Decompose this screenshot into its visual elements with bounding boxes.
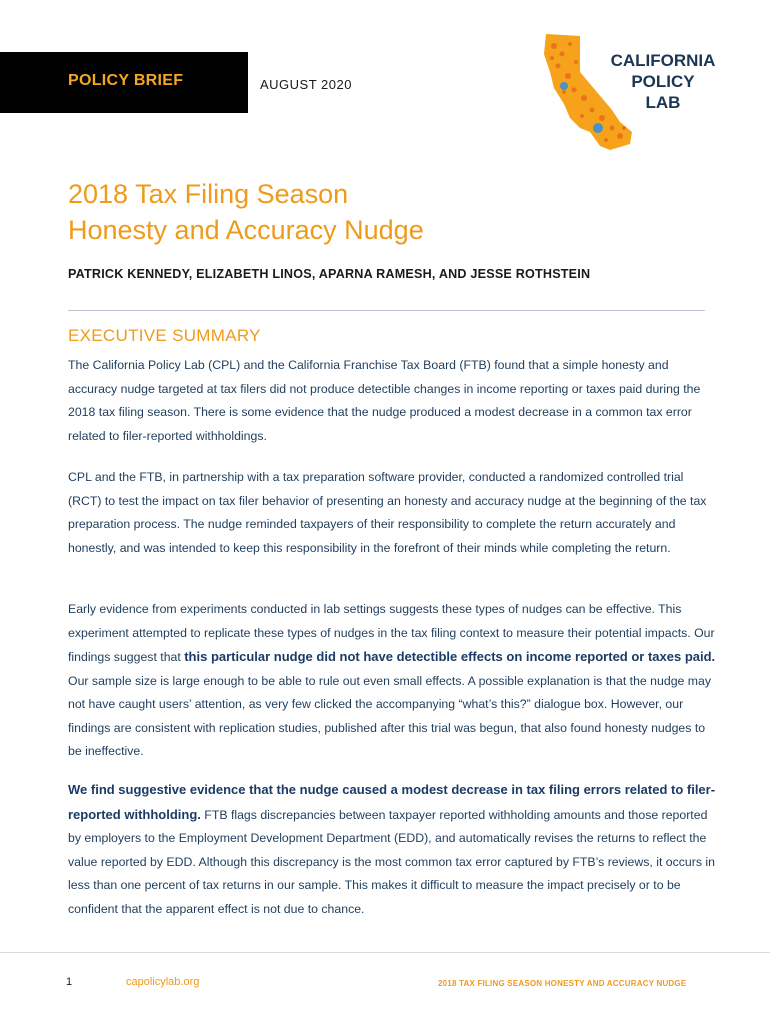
footer-divider — [0, 952, 770, 953]
divider — [68, 310, 705, 311]
paragraph-emphasis: We find suggestive evidence that the nudge caused a modest decrease in tax filing errors related to filer-reported withholding. — [68, 782, 716, 822]
website-link[interactable]: capolicylab.org — [126, 976, 200, 988]
summary-paragraph: CPL and the FTB, in partnership with a tax preparation software provider, conducted a randomized controlled trial (RCT) to test the impact on tax filer behavior of presenting an honesty and accuracy nudge at the beginning of the tax preparation process. The nudge reminded taxpayers of their responsibility to complete the return accurately and honestly, and was intended to keep this responsibility in the forefront of their minds while completing the return. — [68, 470, 707, 555]
section-heading: EXECUTIVE SUMMARY — [68, 326, 261, 345]
banner-label: POLICY BRIEF — [68, 72, 184, 89]
summary-paragraph — [68, 598, 718, 764]
logo-line: POLICY — [631, 72, 695, 91]
paragraph-emphasis: this particular nudge did not have detectible effects on income reported or taxes paid. — [184, 649, 716, 664]
title-line: Honesty and Accuracy Nudge — [68, 215, 424, 245]
logo-wordmark — [588, 50, 738, 113]
policy-brief-banner — [0, 52, 248, 113]
paragraph-text: Our sample size is large enough to be able to rule out even small effects. A possible explanation is that the nudge may not have caught users’ attention, as very few clicked the accompanying “what’s this?” dialogue box. However, our findings are consistent with replication studies, published after this trial was begun, that also found honesty nudges to be ineffective. — [68, 673, 712, 758]
footer-doc-title: 2018 TAX FILING SEASON HONESTY AND ACCURACY NUDGE — [438, 979, 687, 988]
author-list: PATRICK KENNEDY, ELIZABETH LINOS, APARNA RAMESH, AND JESSE ROTHSTEIN — [68, 267, 591, 281]
publication-date: AUGUST 2020 — [260, 77, 352, 92]
document-title — [68, 176, 424, 248]
summary-paragraph — [68, 778, 718, 921]
summary-paragraph: The California Policy Lab (CPL) and the California Franchise Tax Board (FTB) found that a simple honesty and accuracy nudge targeted at tax filers did not produce detectible changes in income reporting or taxes paid during the 2018 tax filing season. There is some evidence that the nudge produced a modest decrease in a common tax error related to filer-reported withholdings. — [68, 358, 701, 443]
paragraph-text: FTB flags discrepancies between taxpayer reported withholding amounts and those reported by employers to the Employment Development Department (EDD), and automatically revises the returns to reflect the value reported by EDD. Although this discrepancy is the most common tax error captured by FTB’s reviews, it occurs in less than one percent of tax returns in our sample. This makes it difficult to measure the impact precisely or to be confident that the apparent effect is not due to chance. — [68, 807, 715, 916]
logo-line: LAB — [645, 93, 681, 112]
page-number: 1 — [66, 976, 73, 988]
california-policy-lab-logo — [540, 32, 740, 157]
title-line: 2018 Tax Filing Season — [68, 179, 349, 209]
logo-line: CALIFORNIA — [610, 51, 716, 70]
paragraph-text: Early evidence from experiments conducted in lab settings suggests these types of nudges can be effective. This experiment attempted to replicate these types of nudges in the tax filing context to measure their potential impacts. Our findings suggest that — [68, 602, 715, 664]
